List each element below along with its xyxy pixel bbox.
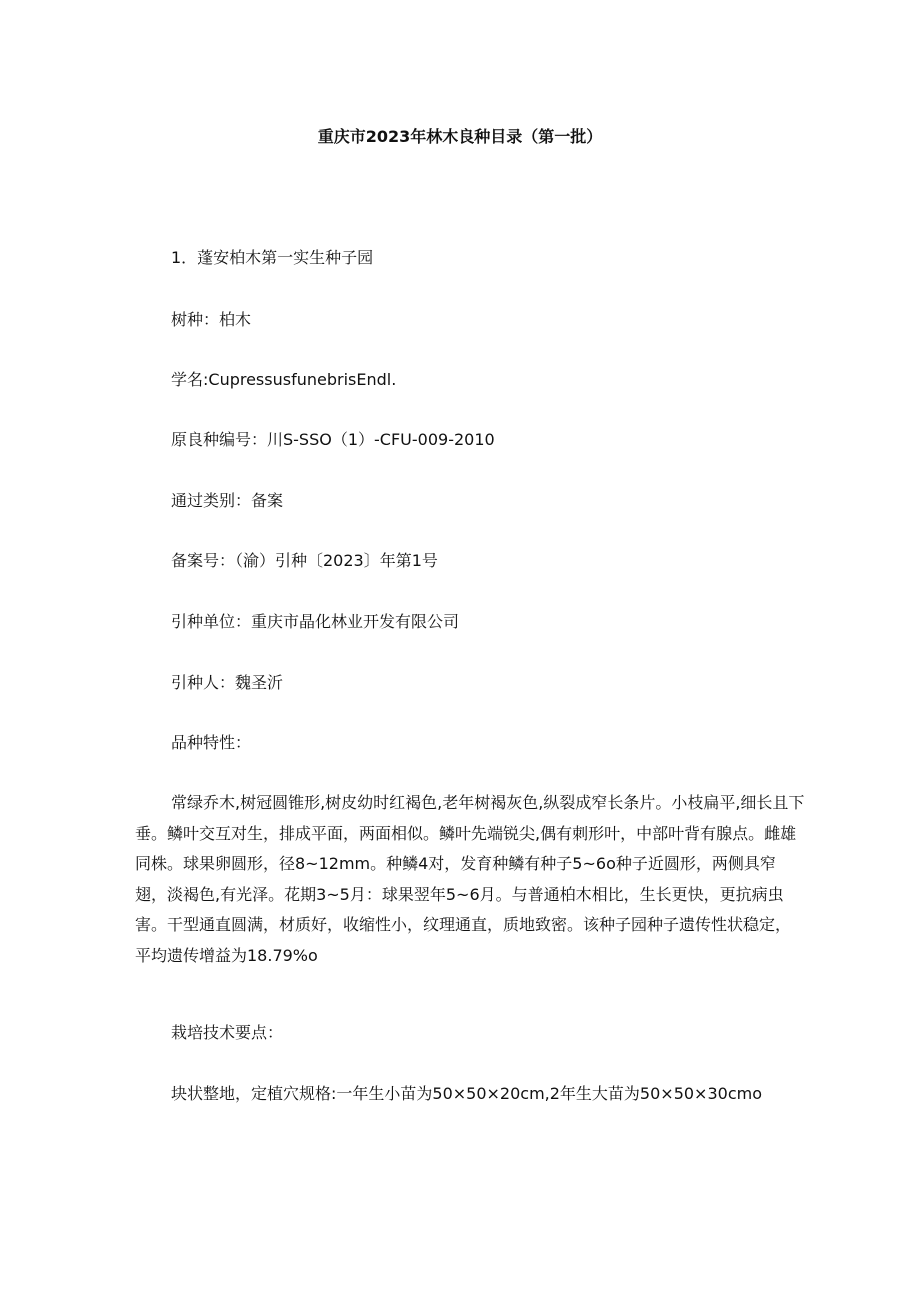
characteristics-paragraph — [135, 788, 805, 971]
species-line: 树种：柏木 — [171, 310, 252, 329]
cultivation-heading: 栽培技术要点： — [171, 1023, 284, 1042]
characteristics-text: 常绿乔木,树冠圆锥形,树皮幼时红褐色,老年树褐灰色,纵裂成窄长条片。小枝扁平,细长且下垂。鳞叶交互对生，排成平面，两面相似。鳞叶先端锐尖,偶有刺形叶，中部叶背有腺点。雌雄同株。球果卵圆形，径8~12mm。种鳞4对，发育种鳞有种子5~6o种子近圆形，两侧具窄翅，淡褐色,有光泽。花期3~5月：球果翌年5~6月。与普通柏木相比，生长更快，更抗病虫害。干型通直圆满，材质好，收缩性小，纹理通直，质地致密。该种子园种子遗传性状稳定，平均遗传增益为18.79%o — [135, 793, 805, 965]
record-number-line: 备案号：（渝）引种〔2023〕年第1号 — [171, 551, 438, 570]
cultivation-text: 块状整地，定植穴规格:一年生小苗为50×50×20cm,2年生大苗为50×50×30cmo — [171, 1084, 762, 1103]
approval-type-line: 通过类别：备案 — [171, 491, 284, 510]
entry-heading: 1．蓬安柏木第一实生种子园 — [171, 248, 374, 267]
original-code-line: 原良种编号：川S-SSO（1）-CFU-009-2010 — [171, 430, 495, 449]
document-title: 重庆市2023年林木良种目录（第一批） — [317, 127, 603, 146]
scientific-name-line: 学名:CupressusfunebrisEndl. — [171, 370, 397, 389]
introducer-line: 引种人：魏圣沂 — [171, 673, 284, 692]
characteristics-heading: 品种特性： — [171, 733, 252, 752]
introducing-unit-line: 引种单位：重庆市晶化林业开发有限公司 — [171, 612, 460, 631]
cultivation-paragraph — [135, 1079, 805, 1110]
